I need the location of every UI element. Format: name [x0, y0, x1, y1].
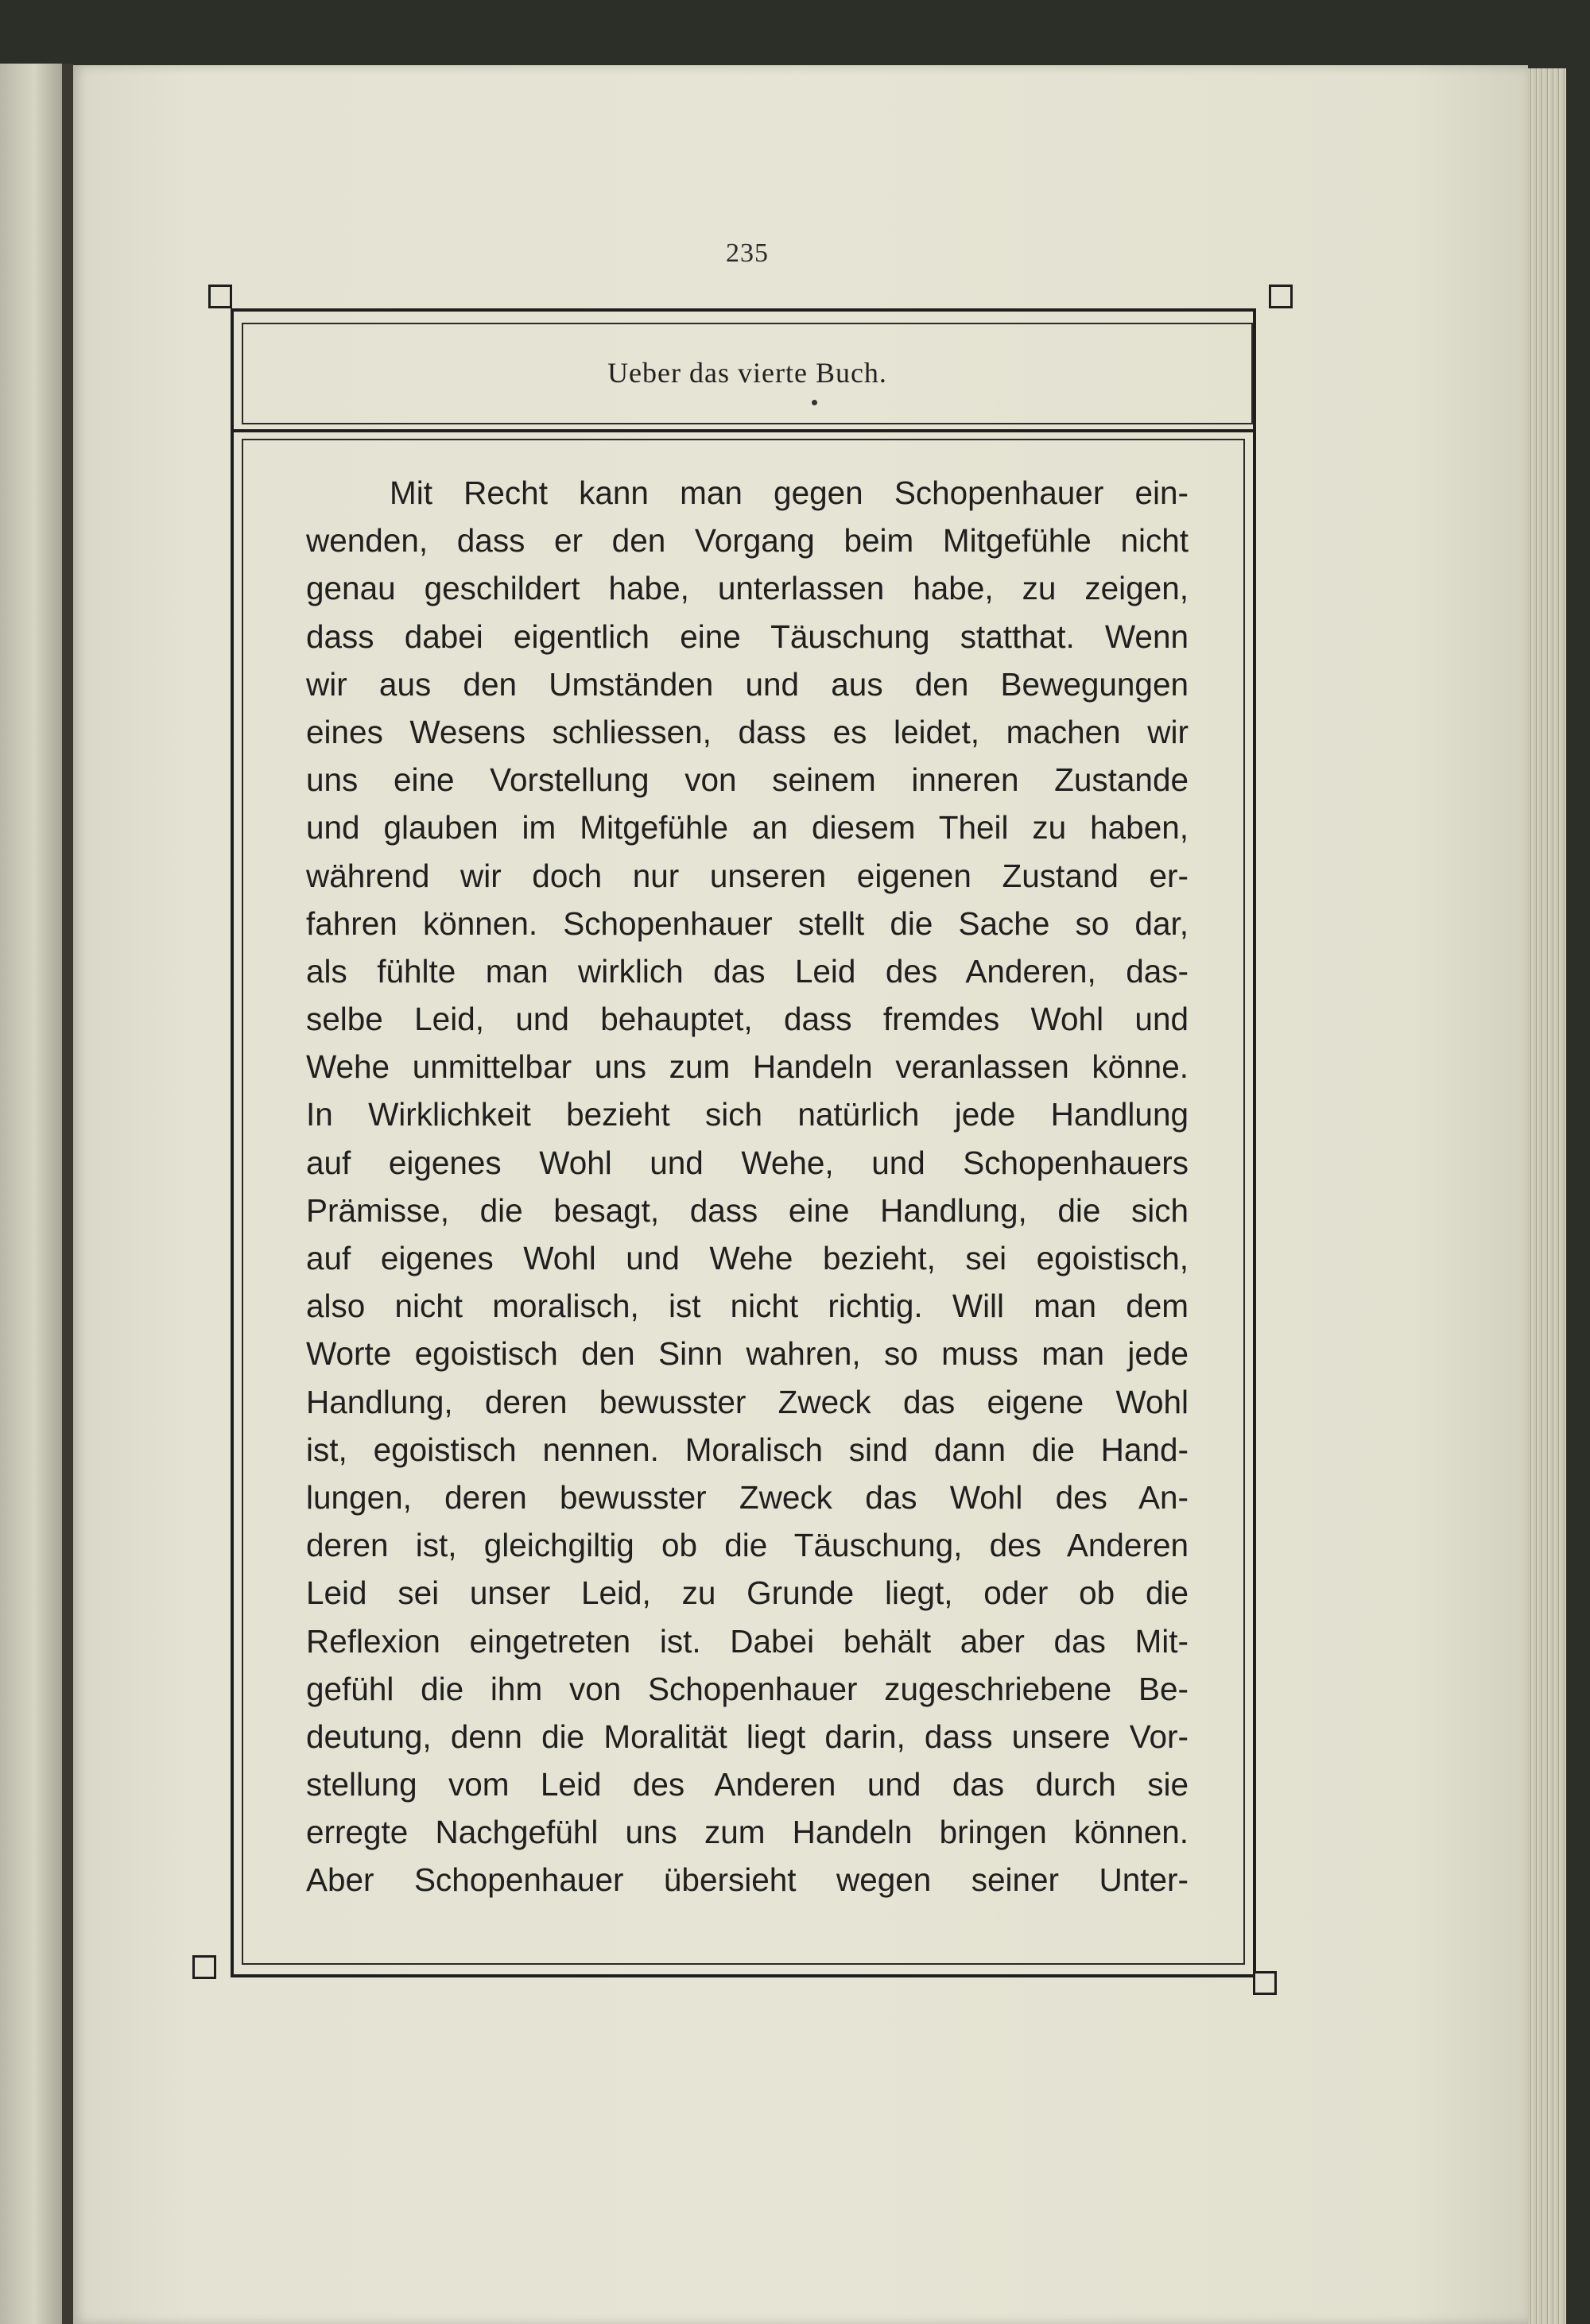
text-line: und glauben im Mitgefühle an diesem Theil zu haben,: [306, 809, 1189, 846]
book-gutter: [62, 64, 73, 2324]
text-line: erregte Nachgefühl uns zum Handeln bringen können.: [306, 1814, 1189, 1851]
text-line: genau geschildert habe, unterlassen habe, zu zeigen,: [306, 570, 1189, 607]
text-line: uns eine Vorstellung von seinem inneren Zustande: [306, 761, 1189, 799]
text-line: ist, egoistisch nennen. Moralisch sind dann die Hand-: [306, 1431, 1189, 1468]
page-number: 235: [726, 238, 769, 268]
text-line: auf eigenes Wohl und Wehe bezieht, sei egoistisch,: [306, 1240, 1189, 1276]
body-text: [306, 469, 1189, 1904]
ornament-dot: [812, 400, 817, 405]
text-line: fahren können. Schopenhauer stellt die Sache so dar,: [306, 904, 1189, 942]
text-line: Leid sei unser Leid, zu Grunde liegt, oder ob die: [306, 1575, 1189, 1612]
text-line: dass dabei eigentlich eine Täuschung statthat. Wenn: [306, 618, 1189, 655]
text-line: Prämisse, die besagt, dass eine Handlung, die sich: [306, 1191, 1189, 1229]
corner-ornament-top-left: [208, 285, 232, 308]
running-header: Ueber das vierte Buch.: [607, 357, 887, 389]
left-page-edge: [0, 64, 62, 2324]
text-line: wenden, dass er den Vorgang beim Mitgefühle nicht: [306, 522, 1189, 560]
text-line: als fühlte man wirklich das Leid des Anderen, das-: [306, 952, 1189, 990]
page-stack-edge: [1528, 68, 1566, 2324]
text-line: In Wirklichkeit bezieht sich natürlich jede Handlung: [306, 1096, 1189, 1133]
text-line: gefühl die ihm von Schopenhauer zugeschriebene Be-: [306, 1670, 1189, 1707]
text-line: Wehe unmittelbar uns zum Handeln veranlassen könne.: [306, 1048, 1189, 1086]
text-line: also nicht moralisch, ist nicht richtig. Will man dem: [306, 1288, 1189, 1325]
text-line: Mit Recht kann man gegen Schopenhauer ein-: [390, 474, 1189, 511]
corner-ornament-bottom-left: [192, 1955, 216, 1979]
text-line: wir aus den Umständen und aus den Bewegungen: [306, 665, 1189, 703]
corner-ornament-bottom-right: [1253, 1971, 1277, 1995]
text-line: Aber Schopenhauer übersieht wegen seiner Unter-: [306, 1861, 1189, 1899]
text-line: eines Wesens schliessen, dass es leidet, machen wir: [306, 713, 1189, 750]
corner-ornament-top-right: [1269, 285, 1293, 308]
text-line: lungen, deren bewusster Zweck das Wohl des An-: [306, 1478, 1189, 1516]
text-line: Worte egoistisch den Sinn wahren, so muss man jede: [306, 1335, 1189, 1373]
text-line: deutung, denn die Moralität liegt darin, dass unsere Vor-: [306, 1718, 1189, 1755]
text-line: auf eigenes Wohl und Wehe, und Schopenhauers: [306, 1144, 1189, 1181]
text-line: Reflexion eingetreten ist. Dabei behält aber das Mit-: [306, 1622, 1189, 1660]
text-line: deren ist, gleichgiltig ob die Täuschung, des Anderen: [306, 1527, 1189, 1564]
text-line: während wir doch nur unseren eigenen Zustand er-: [306, 857, 1189, 894]
text-line: stellung vom Leid des Anderen und das durch sie: [306, 1766, 1189, 1803]
text-line: selbe Leid, und behauptet, dass fremdes Wohl und: [306, 1001, 1189, 1038]
text-line: Handlung, deren bewusster Zweck das eigene Wohl: [306, 1383, 1189, 1420]
